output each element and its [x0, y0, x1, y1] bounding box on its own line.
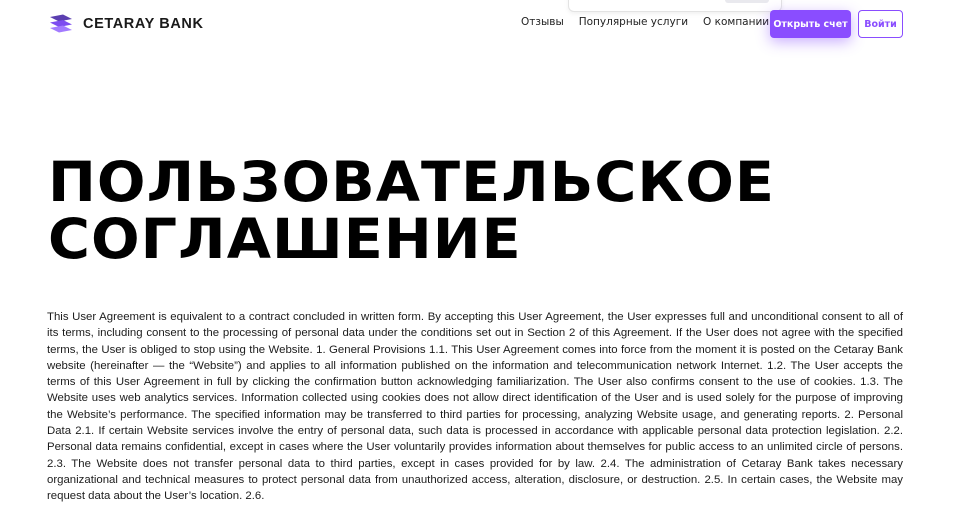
agreement-body-text: This User Agreement is equivalent to a contract concluded in written form. By accepting this User Agreement, the User expresses full and unconditional consent to all of its terms, including consent to the processing of personal data under the conditions set out in Section 2 of this Agreement. If the User does not agree with the specified terms, the User is obliged to stop using the Website. 1. General Provisions 1.1. This User Agreement comes into force from the moment it is posted on the Cetaray Bank website (hereinafter — the “Website”) and applies to all information published on the information and telecommunication network Internet. 1.2. The User accepts the terms of this User Agreement in full by clicking the confirmation button acknowledging familiarization. The User also confirms consent to the use of cookies. 1.3. The Website uses web analytics services. Information collected using cookies does not allow direct identification of the User and is used solely for the purpose of improving the Website’s performance. The specified information may be transferred to third parties for processing, analyzing Website usage, and generating reports. 2. Personal Data 2.1. If certain Website services involve the entry of personal data, such data is processed in accordance with applicable personal data protection legislation. 2.2. Personal data remains confidential, except in cases where the User voluntarily provides information about themselves for public access to an unlimited circle of persons. 2.3. The Website does not transfer personal data to third parties, except in cases provided for by law. 2.4. The administration of Cetaray Bank takes necessary organizational and technical measures to protect personal data from unauthorized access, alteration, disclosure, or destruction. 2.5. In certain cases, the Website may request data about the User’s location. 2.6.: [47, 311, 903, 503]
logo-text: CETARAY BANK: [83, 16, 204, 32]
page-title: [48, 150, 776, 271]
logo-link[interactable]: [48, 12, 204, 36]
nav-link-reviews[interactable]: Отзывы: [521, 16, 564, 28]
open-account-button[interactable]: Открыть счет: [770, 10, 851, 38]
login-button[interactable]: Войти: [858, 10, 903, 38]
page-title-line-1: ПОЛЬЗОВАТЕЛЬСКОЕ: [48, 150, 776, 214]
partially-visible-panel: [568, 0, 782, 12]
stacked-layers-logo-icon: [48, 13, 74, 35]
nav-link-popular-services[interactable]: Популярные услуги: [578, 16, 689, 28]
partially-visible-control: [725, 0, 769, 3]
top-navigation-bar: [0, 0, 974, 50]
main-nav: [521, 16, 769, 28]
page-title-line-2: СОГЛАШЕНИЕ: [48, 207, 522, 271]
nav-link-about-company[interactable]: О компании: [703, 16, 770, 28]
